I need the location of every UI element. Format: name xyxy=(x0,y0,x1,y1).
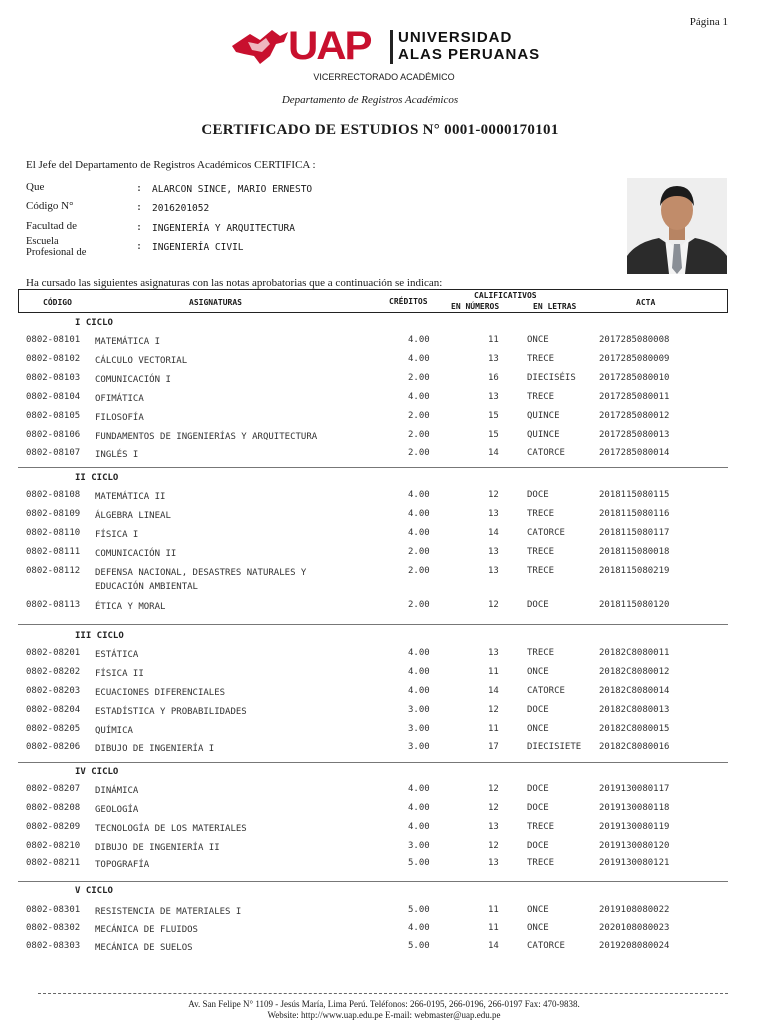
course-row xyxy=(0,705,768,719)
course-grade-number: 11 xyxy=(488,667,499,677)
vicerrectorado-label: VICERRECTORADO ACADÉMICO xyxy=(313,72,455,82)
logo-name-line2: ALAS PERUANAS xyxy=(398,46,541,63)
course-grade-letters: CATORCE xyxy=(527,528,565,538)
course-credits: 4.00 xyxy=(408,528,430,538)
course-code: 0802-08302 xyxy=(26,923,81,933)
course-row xyxy=(0,784,768,798)
logo-acronym: UAP xyxy=(288,24,371,68)
course-grade-number: 11 xyxy=(488,923,499,933)
header-calificativos: CALIFICATIVOS xyxy=(474,291,537,300)
course-name: MECÁNICA DE FLUIDOS xyxy=(95,925,198,935)
footer-divider xyxy=(38,993,728,994)
header-en-letras: EN LETRAS xyxy=(533,302,577,311)
course-grade-number: 12 xyxy=(488,490,499,500)
course-acta: 2017285080009 xyxy=(599,354,670,364)
course-code: 0802-08110 xyxy=(26,528,81,538)
course-code: 0802-08210 xyxy=(26,841,81,851)
course-grade-letters: TRECE xyxy=(527,509,555,519)
course-acta: 2019208080024 xyxy=(599,941,670,951)
course-grade-number: 13 xyxy=(488,822,499,832)
course-grade-letters: TRECE xyxy=(527,822,555,832)
course-acta: 2018115080115 xyxy=(599,490,670,500)
course-grade-number: 14 xyxy=(488,686,499,696)
course-grade-number: 13 xyxy=(488,648,499,658)
course-acta: 20182C8080011 xyxy=(599,648,670,658)
course-credits: 4.00 xyxy=(408,822,430,832)
course-name: QUÍMICA xyxy=(95,726,133,736)
que-colon: : xyxy=(136,183,143,194)
course-name: ÉTICA Y MORAL xyxy=(95,602,166,612)
course-code: 0802-08105 xyxy=(26,411,81,421)
course-code: 0802-08106 xyxy=(26,430,81,440)
header-acta: ACTA xyxy=(636,298,656,307)
student-name: ALARCON SINCE, MARIO ERNESTO xyxy=(152,184,313,195)
course-grade-number: 14 xyxy=(488,528,499,538)
course-code: 0802-08109 xyxy=(26,509,81,519)
course-grade-letters: ONCE xyxy=(527,667,549,677)
ciclo-heading: II CICLO xyxy=(75,473,119,483)
cursado-text: Ha cursado las siguientes asignaturas con las notas aprobatorias que a continuación se indican: xyxy=(26,277,443,289)
course-code: 0802-08201 xyxy=(26,648,81,658)
course-grade-number: 13 xyxy=(488,858,499,868)
course-grade-letters: TRECE xyxy=(527,858,555,868)
course-grade-number: 12 xyxy=(488,803,499,813)
course-grade-letters: DOCE xyxy=(527,600,549,610)
course-code: 0802-08203 xyxy=(26,686,81,696)
course-name: DIBUJO DE INGENIERÍA II xyxy=(95,843,220,853)
course-acta: 2017285080012 xyxy=(599,411,670,421)
condor-emblem-icon xyxy=(230,26,290,70)
course-acta: 2019130080119 xyxy=(599,822,670,832)
course-credits: 2.00 xyxy=(408,566,430,576)
course-row xyxy=(0,841,768,855)
course-acta: 2018115080116 xyxy=(599,509,670,519)
course-code: 0802-08207 xyxy=(26,784,81,794)
course-grade-number: 12 xyxy=(488,600,499,610)
course-row xyxy=(0,600,768,614)
course-code: 0802-08104 xyxy=(26,392,81,402)
course-row xyxy=(0,411,768,425)
course-grade-letters: ONCE xyxy=(527,905,549,915)
course-code: 0802-08209 xyxy=(26,822,81,832)
course-grade-number: 17 xyxy=(488,742,499,752)
course-grade-letters: TRECE xyxy=(527,566,555,576)
ciclo-heading: I CICLO xyxy=(75,318,113,328)
course-grade-number: 11 xyxy=(488,724,499,734)
course-grade-number: 15 xyxy=(488,411,499,421)
facultad-colon: : xyxy=(136,222,143,233)
course-code: 0802-08204 xyxy=(26,705,81,715)
course-credits: 4.00 xyxy=(408,354,430,364)
course-name: OFIMÁTICA xyxy=(95,394,144,404)
que-label: Que xyxy=(26,181,45,193)
course-grade-letters: TRECE xyxy=(527,392,555,402)
course-row xyxy=(0,686,768,700)
course-grade-number: 13 xyxy=(488,354,499,364)
course-grade-letters: ONCE xyxy=(527,724,549,734)
course-credits: 4.00 xyxy=(408,784,430,794)
course-code: 0802-08211 xyxy=(26,858,81,868)
course-credits: 2.00 xyxy=(408,411,430,421)
course-credits: 4.00 xyxy=(408,686,430,696)
course-acta: 2019130080120 xyxy=(599,841,670,851)
course-name: ESTÁTICA xyxy=(95,650,139,660)
codigo-colon: : xyxy=(136,202,143,213)
table-header xyxy=(18,289,728,313)
course-acta: 2017285080011 xyxy=(599,392,670,402)
course-name: MATEMÁTICA I xyxy=(95,337,161,347)
course-name: GEOLOGÍA xyxy=(95,805,139,815)
course-row xyxy=(0,923,768,937)
course-grade-number: 13 xyxy=(488,547,499,557)
course-credits: 3.00 xyxy=(408,742,430,752)
course-row xyxy=(0,941,768,955)
course-acta: 2018115080120 xyxy=(599,600,670,610)
course-row xyxy=(0,354,768,368)
logo-divider xyxy=(390,30,393,64)
escuela-label-line2: Profesional de xyxy=(26,247,87,258)
course-grade-letters: DOCE xyxy=(527,803,549,813)
course-code: 0802-08301 xyxy=(26,905,81,915)
certificate-title: CERTIFICADO DE ESTUDIOS N° 0001-0000170101 xyxy=(201,122,559,138)
course-credits: 5.00 xyxy=(408,941,430,951)
course-grade-letters: TRECE xyxy=(527,547,555,557)
ciclo-separator xyxy=(18,467,728,468)
course-code: 0802-08202 xyxy=(26,667,81,677)
course-name-line2: EDUCACIÓN AMBIENTAL xyxy=(95,582,198,592)
course-code: 0802-08205 xyxy=(26,724,81,734)
course-row xyxy=(0,724,768,738)
course-row xyxy=(0,490,768,504)
course-code: 0802-08206 xyxy=(26,742,81,752)
course-acta: 2019130080118 xyxy=(599,803,670,813)
ciclo-heading: III CICLO xyxy=(75,631,124,641)
course-grade-letters: DOCE xyxy=(527,705,549,715)
course-row xyxy=(0,905,768,919)
ciclo-separator xyxy=(18,881,728,882)
course-code: 0802-08108 xyxy=(26,490,81,500)
course-grade-letters: DOCE xyxy=(527,490,549,500)
course-name: MECÁNICA DE SUELOS xyxy=(95,943,193,953)
course-name: FILOSOFÍA xyxy=(95,413,144,423)
course-grade-letters: CATORCE xyxy=(527,686,565,696)
course-row xyxy=(0,528,768,542)
course-acta: 2019130080121 xyxy=(599,858,670,868)
course-credits: 5.00 xyxy=(408,858,430,868)
course-grade-number: 16 xyxy=(488,373,499,383)
header-codigo: CÓDIGO xyxy=(43,298,72,307)
student-photo xyxy=(627,178,727,274)
course-grade-number: 13 xyxy=(488,566,499,576)
page-number: Página 1 xyxy=(689,16,728,28)
escuela-value: INGENIERÍA CIVIL xyxy=(152,242,244,253)
course-name: COMUNICACIÓN II xyxy=(95,549,177,559)
course-row xyxy=(0,373,768,387)
intro-text: El Jefe del Departamento de Registros Académicos CERTIFICA : xyxy=(26,159,316,171)
ciclo-heading: IV CICLO xyxy=(75,767,119,777)
footer-contact: Website: http://www.uap.edu.pe E-mail: webmaster@uap.edu.pe xyxy=(267,1010,501,1020)
course-credits: 4.00 xyxy=(408,803,430,813)
header-en-numeros: EN NÚMEROS xyxy=(451,302,500,311)
course-credits: 3.00 xyxy=(408,724,430,734)
course-name: FÍSICA II xyxy=(95,669,144,679)
course-credits: 4.00 xyxy=(408,490,430,500)
course-credits: 2.00 xyxy=(408,373,430,383)
course-row xyxy=(0,335,768,349)
course-code: 0802-08303 xyxy=(26,941,81,951)
course-acta: 20182C8080016 xyxy=(599,742,670,752)
course-name: DINÁMICA xyxy=(95,786,139,796)
course-acta: 20182C8080015 xyxy=(599,724,670,734)
course-row xyxy=(0,742,768,756)
header-creditos: CRÉDITOS xyxy=(389,297,428,306)
ciclo-heading: V CICLO xyxy=(75,886,113,896)
student-portrait-image xyxy=(627,178,727,274)
course-grade-number: 12 xyxy=(488,784,499,794)
course-name: DEFENSA NACIONAL, DESASTRES NATURALES Y xyxy=(95,568,307,578)
course-name: RESISTENCIA DE MATERIALES I xyxy=(95,907,242,917)
course-grade-number: 11 xyxy=(488,905,499,915)
student-code: 2016201052 xyxy=(152,203,210,214)
course-grade-number: 15 xyxy=(488,430,499,440)
course-credits: 2.00 xyxy=(408,547,430,557)
course-name: FÍSICA I xyxy=(95,530,139,540)
course-row xyxy=(0,566,768,594)
university-logo xyxy=(230,26,550,70)
course-acta: 2018115080117 xyxy=(599,528,670,538)
course-credits: 4.00 xyxy=(408,509,430,519)
course-grade-letters: DIECISIETE xyxy=(527,742,582,752)
course-acta: 20182C8080014 xyxy=(599,686,670,696)
codigo-label: Código N° xyxy=(26,200,74,212)
ciclo-separator xyxy=(18,762,728,763)
escuela-label xyxy=(26,236,86,258)
course-row xyxy=(0,392,768,406)
course-grade-letters: QUINCE xyxy=(527,430,560,440)
course-acta: 2017285080013 xyxy=(599,430,670,440)
course-row xyxy=(0,509,768,523)
course-name: MATEMÁTICA II xyxy=(95,492,166,502)
course-grade-letters: CATORCE xyxy=(527,941,565,951)
course-name: INGLÉS I xyxy=(95,450,139,460)
course-acta: 2017285080010 xyxy=(599,373,670,383)
course-grade-number: 13 xyxy=(488,509,499,519)
facultad-label: Facultad de xyxy=(26,220,78,232)
course-acta: 2020108080023 xyxy=(599,923,670,933)
course-name: TOPOGRAFÍA xyxy=(95,860,150,870)
course-name: COMUNICACIÓN I xyxy=(95,375,171,385)
course-credits: 3.00 xyxy=(408,841,430,851)
course-credits: 2.00 xyxy=(408,600,430,610)
course-name: ECUACIONES DIFERENCIALES xyxy=(95,688,226,698)
course-acta: 20182C8080013 xyxy=(599,705,670,715)
course-credits: 5.00 xyxy=(408,905,430,915)
header-asignaturas: ASIGNATURAS xyxy=(189,298,242,307)
course-grade-letters: ONCE xyxy=(527,335,549,345)
course-credits: 4.00 xyxy=(408,648,430,658)
course-credits: 4.00 xyxy=(408,392,430,402)
course-row xyxy=(0,430,768,444)
course-grade-number: 12 xyxy=(488,841,499,851)
course-grade-letters: QUINCE xyxy=(527,411,560,421)
course-credits: 2.00 xyxy=(408,448,430,458)
course-row xyxy=(0,667,768,681)
course-acta: 2018115080018 xyxy=(599,547,670,557)
logo-name-line1: UNIVERSIDAD xyxy=(398,29,513,46)
course-grade-number: 11 xyxy=(488,335,499,345)
course-code: 0802-08103 xyxy=(26,373,81,383)
escuela-label-line1: Escuela xyxy=(26,236,59,247)
course-row xyxy=(0,448,768,462)
course-acta: 2017285080014 xyxy=(599,448,670,458)
course-row xyxy=(0,803,768,817)
course-grade-letters: DOCE xyxy=(527,784,549,794)
course-credits: 4.00 xyxy=(408,923,430,933)
course-acta: 20182C8080012 xyxy=(599,667,670,677)
course-row xyxy=(0,648,768,662)
facultad-value: INGENIERÍA Y ARQUITECTURA xyxy=(152,223,295,234)
course-grade-letters: DIECISÉIS xyxy=(527,373,576,383)
course-credits: 4.00 xyxy=(408,667,430,677)
course-grade-number: 12 xyxy=(488,705,499,715)
course-code: 0802-08101 xyxy=(26,335,81,345)
course-name: TECNOLOGÍA DE LOS MATERIALES xyxy=(95,824,247,834)
course-grade-letters: TRECE xyxy=(527,648,555,658)
course-grade-number: 13 xyxy=(488,392,499,402)
course-grade-letters: ONCE xyxy=(527,923,549,933)
footer-address: Av. San Felipe N° 1109 - Jesús María, Lima Perú. Teléfonos: 266-0195, 266-0196, 266-0197 Fax: 470-9838. xyxy=(188,999,580,1009)
course-grade-number: 14 xyxy=(488,941,499,951)
course-code: 0802-08102 xyxy=(26,354,81,364)
course-code: 0802-08107 xyxy=(26,448,81,458)
course-acta: 2018115080219 xyxy=(599,566,670,576)
escuela-colon: : xyxy=(136,241,143,252)
department-name: Departamento de Registros Académicos xyxy=(281,94,459,106)
course-acta: 2017285080008 xyxy=(599,335,670,345)
course-name: ÁLGEBRA LINEAL xyxy=(95,511,171,521)
course-code: 0802-08208 xyxy=(26,803,81,813)
course-code: 0802-08111 xyxy=(26,547,81,557)
course-acta: 2019108080022 xyxy=(599,905,670,915)
ciclo-separator xyxy=(18,624,728,625)
course-credits: 4.00 xyxy=(408,335,430,345)
course-acta: 2019130080117 xyxy=(599,784,670,794)
course-name: ESTADÍSTICA Y PROBABILIDADES xyxy=(95,707,247,717)
course-credits: 3.00 xyxy=(408,705,430,715)
course-row xyxy=(0,547,768,561)
course-name: DIBUJO DE INGENIERÍA I xyxy=(95,744,215,754)
course-grade-letters: DOCE xyxy=(527,841,549,851)
course-grade-letters: CATORCE xyxy=(527,448,565,458)
course-code: 0802-08113 xyxy=(26,600,81,610)
course-name: FUNDAMENTOS DE INGENIERÍAS Y ARQUITECTURA xyxy=(95,432,318,442)
course-grade-number: 14 xyxy=(488,448,499,458)
course-row xyxy=(0,858,768,872)
course-row xyxy=(0,822,768,836)
course-code: 0802-08112 xyxy=(26,566,81,576)
course-name: CÁLCULO VECTORIAL xyxy=(95,356,188,366)
course-credits: 2.00 xyxy=(408,430,430,440)
course-grade-letters: TRECE xyxy=(527,354,555,364)
